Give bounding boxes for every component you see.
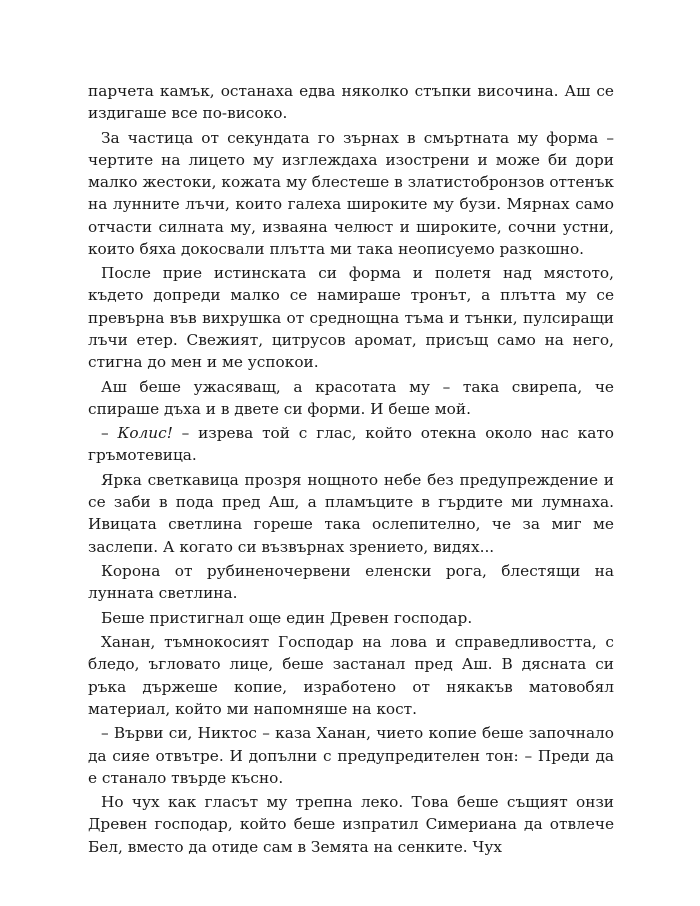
dialogue-paragraph: – Върви си, Никтос – каза Ханан, чието копие беше започнало да сияе отвътре. И допълни с предупредителен тон: – Преди да е станало твърде късно.	[88, 724, 614, 787]
paragraph: Ярка светкавица прозря нощното небе без предупреждение и се заби в пода пред Аш, а пламъците в гърдите ми лумнаха. Ивицата светлина гореше така ослепително, че за миг ме заслепи. А когато си възвърнах зрението, видях...	[88, 470, 614, 556]
book-page-text	[88, 80, 614, 860]
paragraph: Беше пристигнал още един Древен господар.	[101, 608, 473, 627]
paragraph: За частица от секундата го зърнах в смъртната му форма – чертите на лицето му изглеждаха изострени и може би дори малко жестоки, кожата му блестеше в златистобронзов оттенък на лунните лъчи, които галеха широките му бузи. Мярнах само отчасти силната му, изваяна челюст и широките, сочни устни, които бяха докосвали плътта ми така неописуемо разкошно.	[88, 128, 614, 258]
paragraph: Корона от рубиненочервени еленски рога, блестящи на лунната светлина.	[88, 562, 614, 603]
dialogue-dash: –	[101, 424, 118, 443]
dialogue-paragraph	[88, 422, 614, 466]
paragraph: Но чух как гласът му трепна леко. Това беше същият онзи Древен господар, който беше изпратил Симериана да отвлече Бел, вместо да отиде сам в Земята на сенките. Чух	[88, 793, 614, 856]
paragraph: После прие истинската си форма и полетя над мястото, където допреди малко се намираше тронът, а плътта му се превърна във вихрушка от среднощна тъма и тънки, пулсиращи лъчи етер. Свежият, цитрусов аромат, присъщ само на него, стигна до мен и ме успокои.	[88, 264, 614, 372]
dialogue-italic-word: Колис!	[117, 424, 173, 443]
paragraph: Ханан, тъмнокосият Господар на лова и справедливостта, с бледо, ъгловато лице, беше застанал пред Аш. В дясната си ръка държеше копие, изработено от някакъв матовобял материал, който ми напомняше на кост.	[88, 633, 614, 718]
paragraph-continuation: парчета камък, останаха едва няколко стъпки височина. Аш се издигаше все по-високо.	[88, 82, 614, 123]
dialogue-rest: – изрева той с глас, който отекна около нас като гръмотевица.	[88, 424, 615, 465]
paragraph: Аш беше ужасяващ, а красотата му – така свирепа, че спираше дъха и в двете си форми. И беше мой.	[88, 377, 614, 418]
